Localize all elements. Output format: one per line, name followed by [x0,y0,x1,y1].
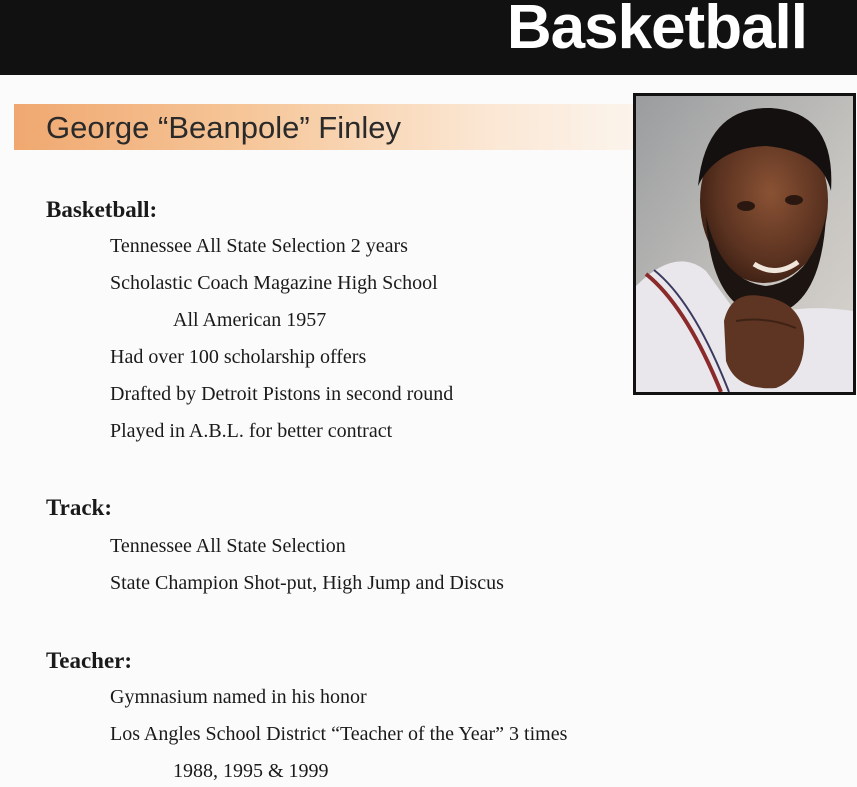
section-heading-basketball: Basketball: [46,197,158,222]
list-item: Gymnasium named in his honor [110,686,367,708]
list-item: Played in A.B.L. for better contract [110,420,393,442]
header-bar [0,0,857,75]
list-item: All American 1957 [173,309,327,331]
person-name: George “Beanpole” Finley [46,110,401,145]
section-heading-teacher: Teacher: [46,648,133,673]
list-item: Drafted by Detroit Pistons in second round [110,383,454,405]
list-item: Had over 100 scholarship offers [110,346,367,368]
list-item: 1988, 1995 & 1999 [173,760,329,782]
list-item: State Champion Shot-put, High Jump and Discus [110,572,504,594]
page-title: Basketball [506,0,807,62]
list-item: Tennessee All State Selection 2 years [110,235,408,257]
section-heading-track: Track: [46,495,113,520]
list-item: Scholastic Coach Magazine High School [110,272,438,294]
list-item: Tennessee All State Selection [110,535,346,557]
list-item: Los Angles School District “Teacher of the Year” 3 times [110,723,568,745]
portrait-photo [633,93,856,395]
